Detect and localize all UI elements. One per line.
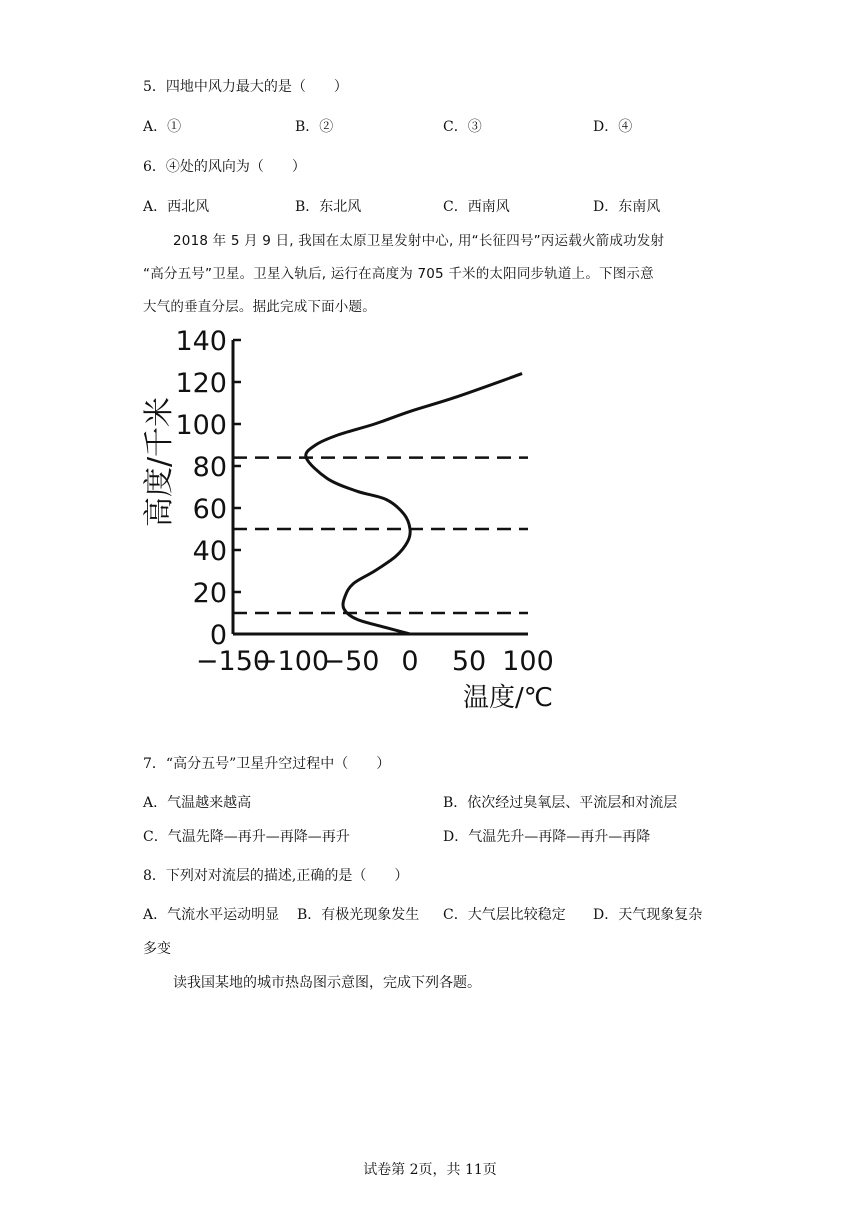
q7-option-c[interactable]: C．气温先降—再升—再降—再升: [143, 829, 350, 845]
y-tick-labels: [175, 326, 227, 651]
q8-option-d-wrap: 多变: [143, 941, 171, 957]
q6-option-c[interactable]: C．西南风: [443, 199, 510, 215]
q8-option-d[interactable]: D．天气现象复杂: [593, 907, 703, 923]
x-tick-label: −150: [195, 646, 271, 677]
y-tick-label: 60: [192, 494, 227, 525]
page-footer: 试卷第 2页，共 11页: [363, 1162, 497, 1178]
x-tick-labels: [196, 646, 554, 677]
q7-option-d[interactable]: D．气温先升—再降—再升—再降: [443, 829, 651, 845]
q5-stem: 5．四地中风力最大的是（ ）: [143, 79, 348, 95]
y-tick-label: 0: [209, 620, 227, 651]
q8-option-c[interactable]: C．大气层比较稳定: [443, 907, 566, 923]
x-tick-label: 100: [502, 646, 554, 677]
atmosphere-vertical-layer-chart: [125, 325, 575, 720]
q6-option-b[interactable]: B．东北风: [295, 199, 362, 215]
x-tick-label: −100: [254, 646, 330, 677]
x-tick-label: −50: [322, 646, 380, 677]
temperature-series-line: [306, 374, 522, 634]
y-tick-label: 140: [175, 326, 227, 357]
q7-option-a[interactable]: A．气温越来越高: [143, 795, 252, 811]
y-tick-label: 20: [192, 578, 227, 609]
q5-option-a[interactable]: A．①: [143, 119, 182, 135]
layer-boundary-lines: [233, 458, 528, 613]
passage-line-1: 2018 年 5 月 9 日, 我国在太原卫星发射中心, 用“长征四号”丙运载火箭成功发射: [173, 233, 665, 249]
q6-option-d[interactable]: D．东南风: [593, 199, 661, 215]
x-tick-label: 0: [401, 646, 419, 677]
y-tick-label: 120: [175, 368, 227, 399]
q5-option-d[interactable]: D．④: [593, 119, 633, 135]
x-tick-label: 50: [451, 646, 487, 677]
q5-option-b[interactable]: B．②: [295, 119, 334, 135]
x-axis-label: 温度/℃: [463, 683, 553, 713]
q8-option-a[interactable]: A．气流水平运动明显: [143, 907, 280, 923]
section-intro: 读我国某地的城市热岛图示意图，完成下列各题。: [173, 975, 481, 991]
chart-axes: [233, 340, 528, 634]
q8-option-b[interactable]: B．有极光现象发生: [297, 907, 420, 923]
q7-stem: 7．“高分五号”卫星升空过程中（ ）: [143, 756, 391, 772]
y-axis-label: 高度/千米: [142, 396, 177, 528]
temperature-curve: [306, 374, 522, 634]
q7-option-b[interactable]: B．依次经过臭氧层、平流层和对流层: [443, 795, 678, 811]
y-tick-label: 100: [175, 410, 227, 441]
passage-line-3: 大气的垂直分层。据此完成下面小题。: [143, 299, 376, 315]
passage-line-2: “高分五号”卫星。卫星入轨后, 运行在高度为 705 千米的太阳同步轨道上。下图示意: [143, 266, 654, 282]
q8-stem: 8．下列对对流层的描述,正确的是（ ）: [143, 868, 409, 884]
y-tick-label: 80: [192, 452, 227, 483]
q5-option-c[interactable]: C．③: [443, 119, 482, 135]
y-tick-label: 40: [192, 536, 227, 567]
q6-option-a[interactable]: A．西北风: [143, 199, 210, 215]
q6-stem: 6．④处的风向为（ ）: [143, 159, 306, 175]
